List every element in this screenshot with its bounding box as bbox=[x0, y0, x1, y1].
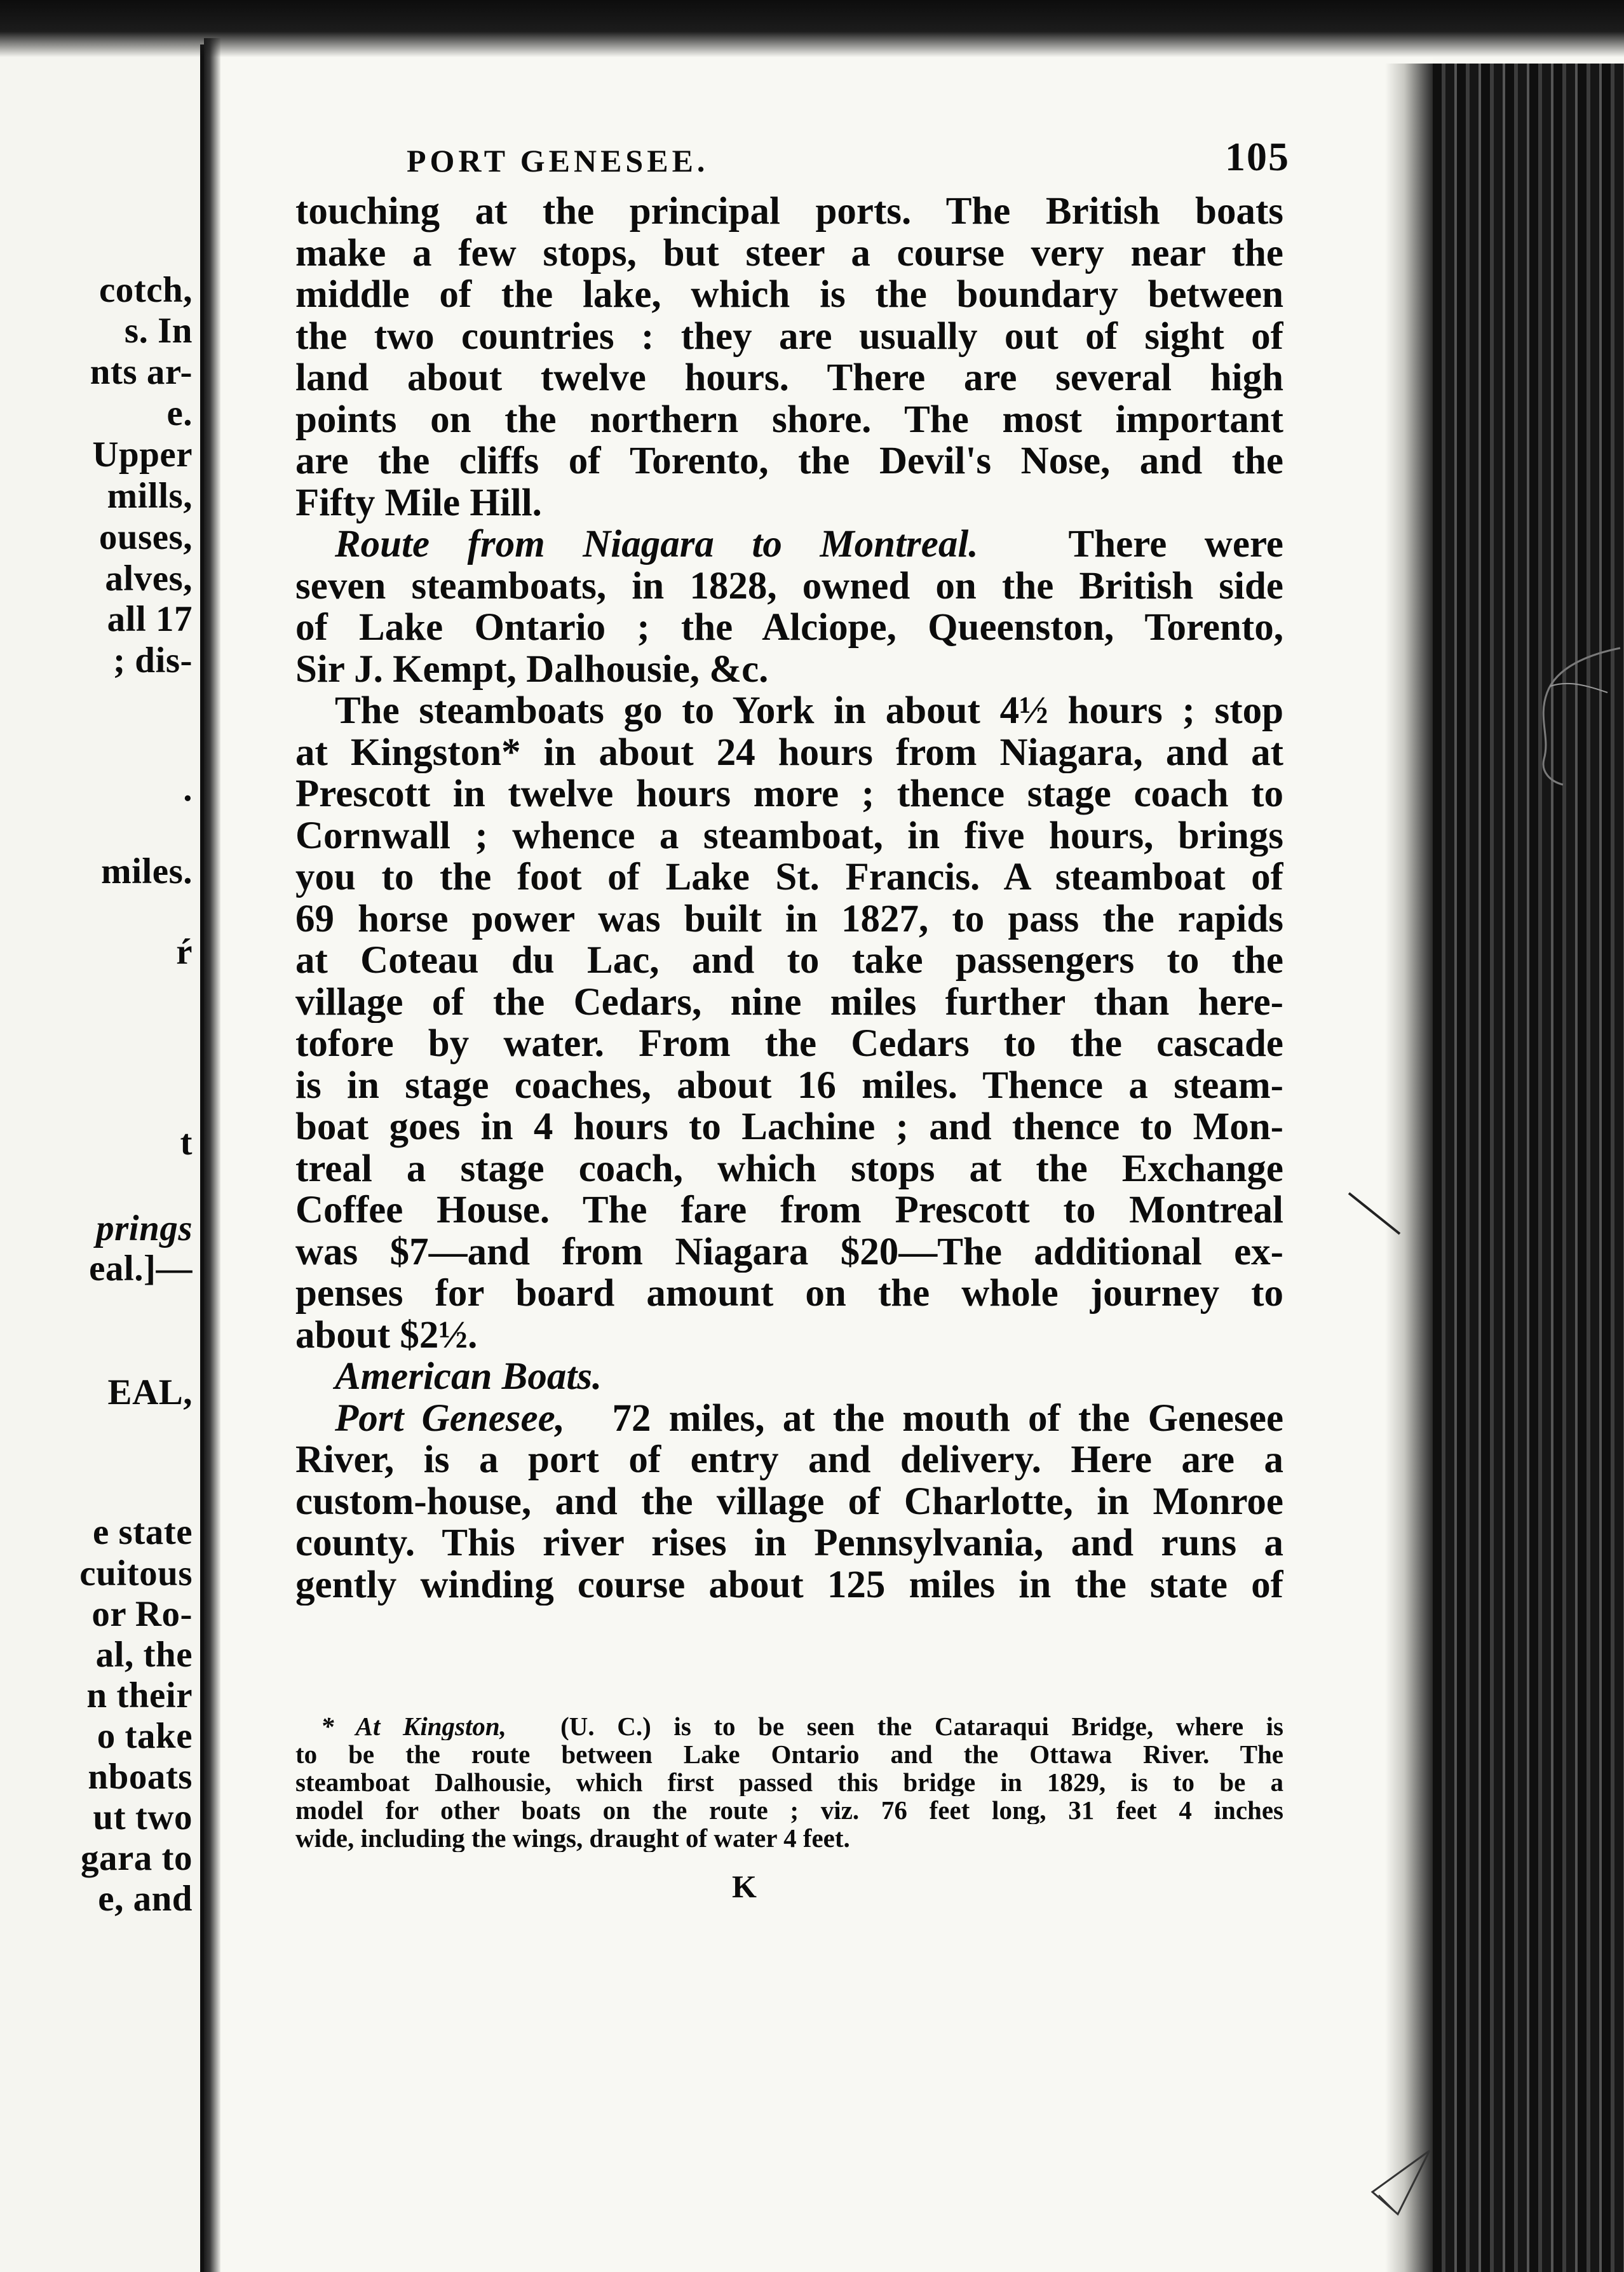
left-fragment: o take bbox=[97, 1716, 193, 1756]
text-line: treal a stage coach, which stops at the Exchange bbox=[295, 1147, 1283, 1189]
footnote-lead: * At Kingston, bbox=[321, 1712, 506, 1740]
text-line: was $7—and from Niagara $20—The additional ex- bbox=[295, 1231, 1283, 1273]
ink-stroke-icon bbox=[1346, 1188, 1403, 1239]
footnote-line: steamboat Dalhousie, which first passed this bridge in 1829, is to be a bbox=[295, 1768, 1283, 1796]
left-fragment: eal.]— bbox=[89, 1248, 193, 1288]
text-line bbox=[295, 524, 1283, 565]
left-fragment: e, and bbox=[98, 1879, 193, 1919]
text-line: land about twelve hours. There are several high bbox=[295, 357, 1283, 399]
left-fragment: cotch, bbox=[98, 270, 193, 310]
left-fragment: alves, bbox=[105, 558, 193, 598]
signature-mark: K bbox=[732, 1869, 757, 1904]
left-fragment: n their bbox=[86, 1675, 193, 1715]
left-fragment: Upper bbox=[92, 435, 193, 475]
text-line: 69 horse power was built in 1827, to pass the rapids bbox=[295, 898, 1283, 940]
page-number: 105 bbox=[1225, 134, 1290, 179]
corner-fold-icon bbox=[1360, 2147, 1436, 2217]
left-page bbox=[0, 44, 204, 2272]
left-fragment: e. bbox=[166, 393, 193, 433]
left-fragment: ; dis- bbox=[113, 640, 193, 680]
left-fragment: t bbox=[180, 1123, 193, 1163]
text-line: The steamboats go to York in about 4½ hours ; stop bbox=[335, 690, 1283, 732]
left-fragment: nts ar- bbox=[90, 352, 193, 392]
left-fragment: miles. bbox=[101, 851, 193, 891]
text-line: Coffee House. The fare from Prescott to Montreal bbox=[295, 1189, 1283, 1231]
left-fragment: gara to bbox=[80, 1838, 193, 1878]
text-line: Prescott in twelve hours more ; thence stage coach to bbox=[295, 773, 1283, 815]
text-line: gently winding course about 125 miles in the state of bbox=[295, 1564, 1283, 1606]
footnote-line: to be the route between Lake Ontario and the Ottawa River. The bbox=[295, 1740, 1283, 1768]
text-line: Cornwall ; whence a steamboat, in five hours, brings bbox=[295, 815, 1283, 856]
left-fragment: or Ro- bbox=[91, 1594, 193, 1634]
text-line: make a few stops, but steer a course very near the bbox=[295, 232, 1283, 274]
text-line: penses for board amount on the whole journey to bbox=[295, 1273, 1283, 1315]
text-line: about $2½. bbox=[295, 1314, 478, 1356]
text-line: at Kingston* in about 24 hours from Niagara, and at bbox=[295, 731, 1283, 773]
left-fragment: . bbox=[183, 769, 193, 809]
left-fragment: ouses, bbox=[98, 517, 193, 557]
pencil-mark-icon bbox=[1512, 642, 1624, 788]
footnote-text: (U. C.) is to be seen the Cataraqui Bridge, where is bbox=[560, 1712, 1283, 1740]
top-shadow bbox=[0, 0, 1624, 57]
footnote bbox=[295, 1712, 1283, 1852]
left-fragment: nboats bbox=[88, 1757, 193, 1797]
running-head: PORT GENESEE. bbox=[407, 143, 709, 179]
text-run: 72 miles, at the mouth of the Genesee bbox=[612, 1397, 1283, 1439]
text-line: seven steamboats, in 1828, owned on the British side bbox=[295, 565, 1283, 607]
text-line: Fifty Mile Hill. bbox=[295, 482, 542, 524]
left-fragment: e state bbox=[93, 1512, 193, 1552]
left-fragment: all 17 bbox=[107, 599, 193, 639]
left-fragment: ŕ bbox=[176, 932, 193, 972]
left-fragment: EAL, bbox=[107, 1372, 193, 1412]
text-line: of Lake Ontario ; the Alciope, Queenston, Torento, bbox=[295, 607, 1283, 649]
text-line: boat goes in 4 hours to Lachine ; and thence to Mon- bbox=[295, 1106, 1283, 1148]
text-line: at Coteau du Lac, and to take passengers to the bbox=[295, 940, 1283, 982]
section-heading: American Boats. bbox=[335, 1356, 602, 1398]
left-fragment: mills, bbox=[107, 476, 193, 516]
place-name: Port Genesee, bbox=[335, 1397, 565, 1439]
text-line: middle of the lake, which is the boundary between bbox=[295, 274, 1283, 316]
section-heading: Route from Niagara to Montreal. bbox=[335, 524, 978, 565]
text-line: village of the Cedars, nine miles further than here- bbox=[295, 981, 1283, 1023]
text-line: Sir J. Kempt, Dalhousie, &c. bbox=[295, 648, 769, 690]
text-line: county. This river rises in Pennsylvania, and runs a bbox=[295, 1522, 1283, 1564]
footnote-line: model for other boats on the route ; viz. 76 feet long, 31 feet 4 inches bbox=[295, 1796, 1283, 1824]
text-line: tofore by water. From the Cedars to the cascade bbox=[295, 1023, 1283, 1065]
text-line: is in stage coaches, about 16 miles. Thence a steam- bbox=[295, 1064, 1283, 1106]
left-fragment: prings bbox=[96, 1208, 193, 1248]
footnote-line: wide, including the wings, draught of water 4 feet. bbox=[295, 1824, 850, 1852]
text-line: the two countries : they are usually out of sight of bbox=[295, 315, 1283, 357]
text-line: touching at the principal ports. The British boats bbox=[295, 191, 1283, 233]
footnote-line bbox=[295, 1712, 1283, 1740]
page-edge-shadow bbox=[1385, 64, 1433, 2272]
page-header bbox=[407, 133, 1290, 191]
left-fragment: cuitous bbox=[79, 1553, 193, 1593]
text-line: are the cliffs of Torento, the Devil's Nose, and the bbox=[295, 440, 1283, 482]
text-line: custom-house, and the village of Charlotte, in Monroe bbox=[295, 1480, 1283, 1522]
text-line: you to the foot of Lake St. Francis. A steamboat of bbox=[295, 856, 1283, 898]
left-fragment: ut two bbox=[93, 1797, 193, 1837]
text-run: There were bbox=[1068, 524, 1283, 565]
body-text bbox=[295, 191, 1283, 1606]
book-gutter bbox=[204, 38, 220, 2272]
left-fragment: s. In bbox=[124, 311, 193, 351]
text-line bbox=[295, 1398, 1283, 1440]
text-line: points on the northern shore. The most important bbox=[295, 398, 1283, 440]
left-fragment: al, the bbox=[95, 1635, 193, 1675]
text-line: River, is a port of entry and delivery. Here are a bbox=[295, 1439, 1283, 1481]
page-stack-edge bbox=[1433, 64, 1624, 2272]
